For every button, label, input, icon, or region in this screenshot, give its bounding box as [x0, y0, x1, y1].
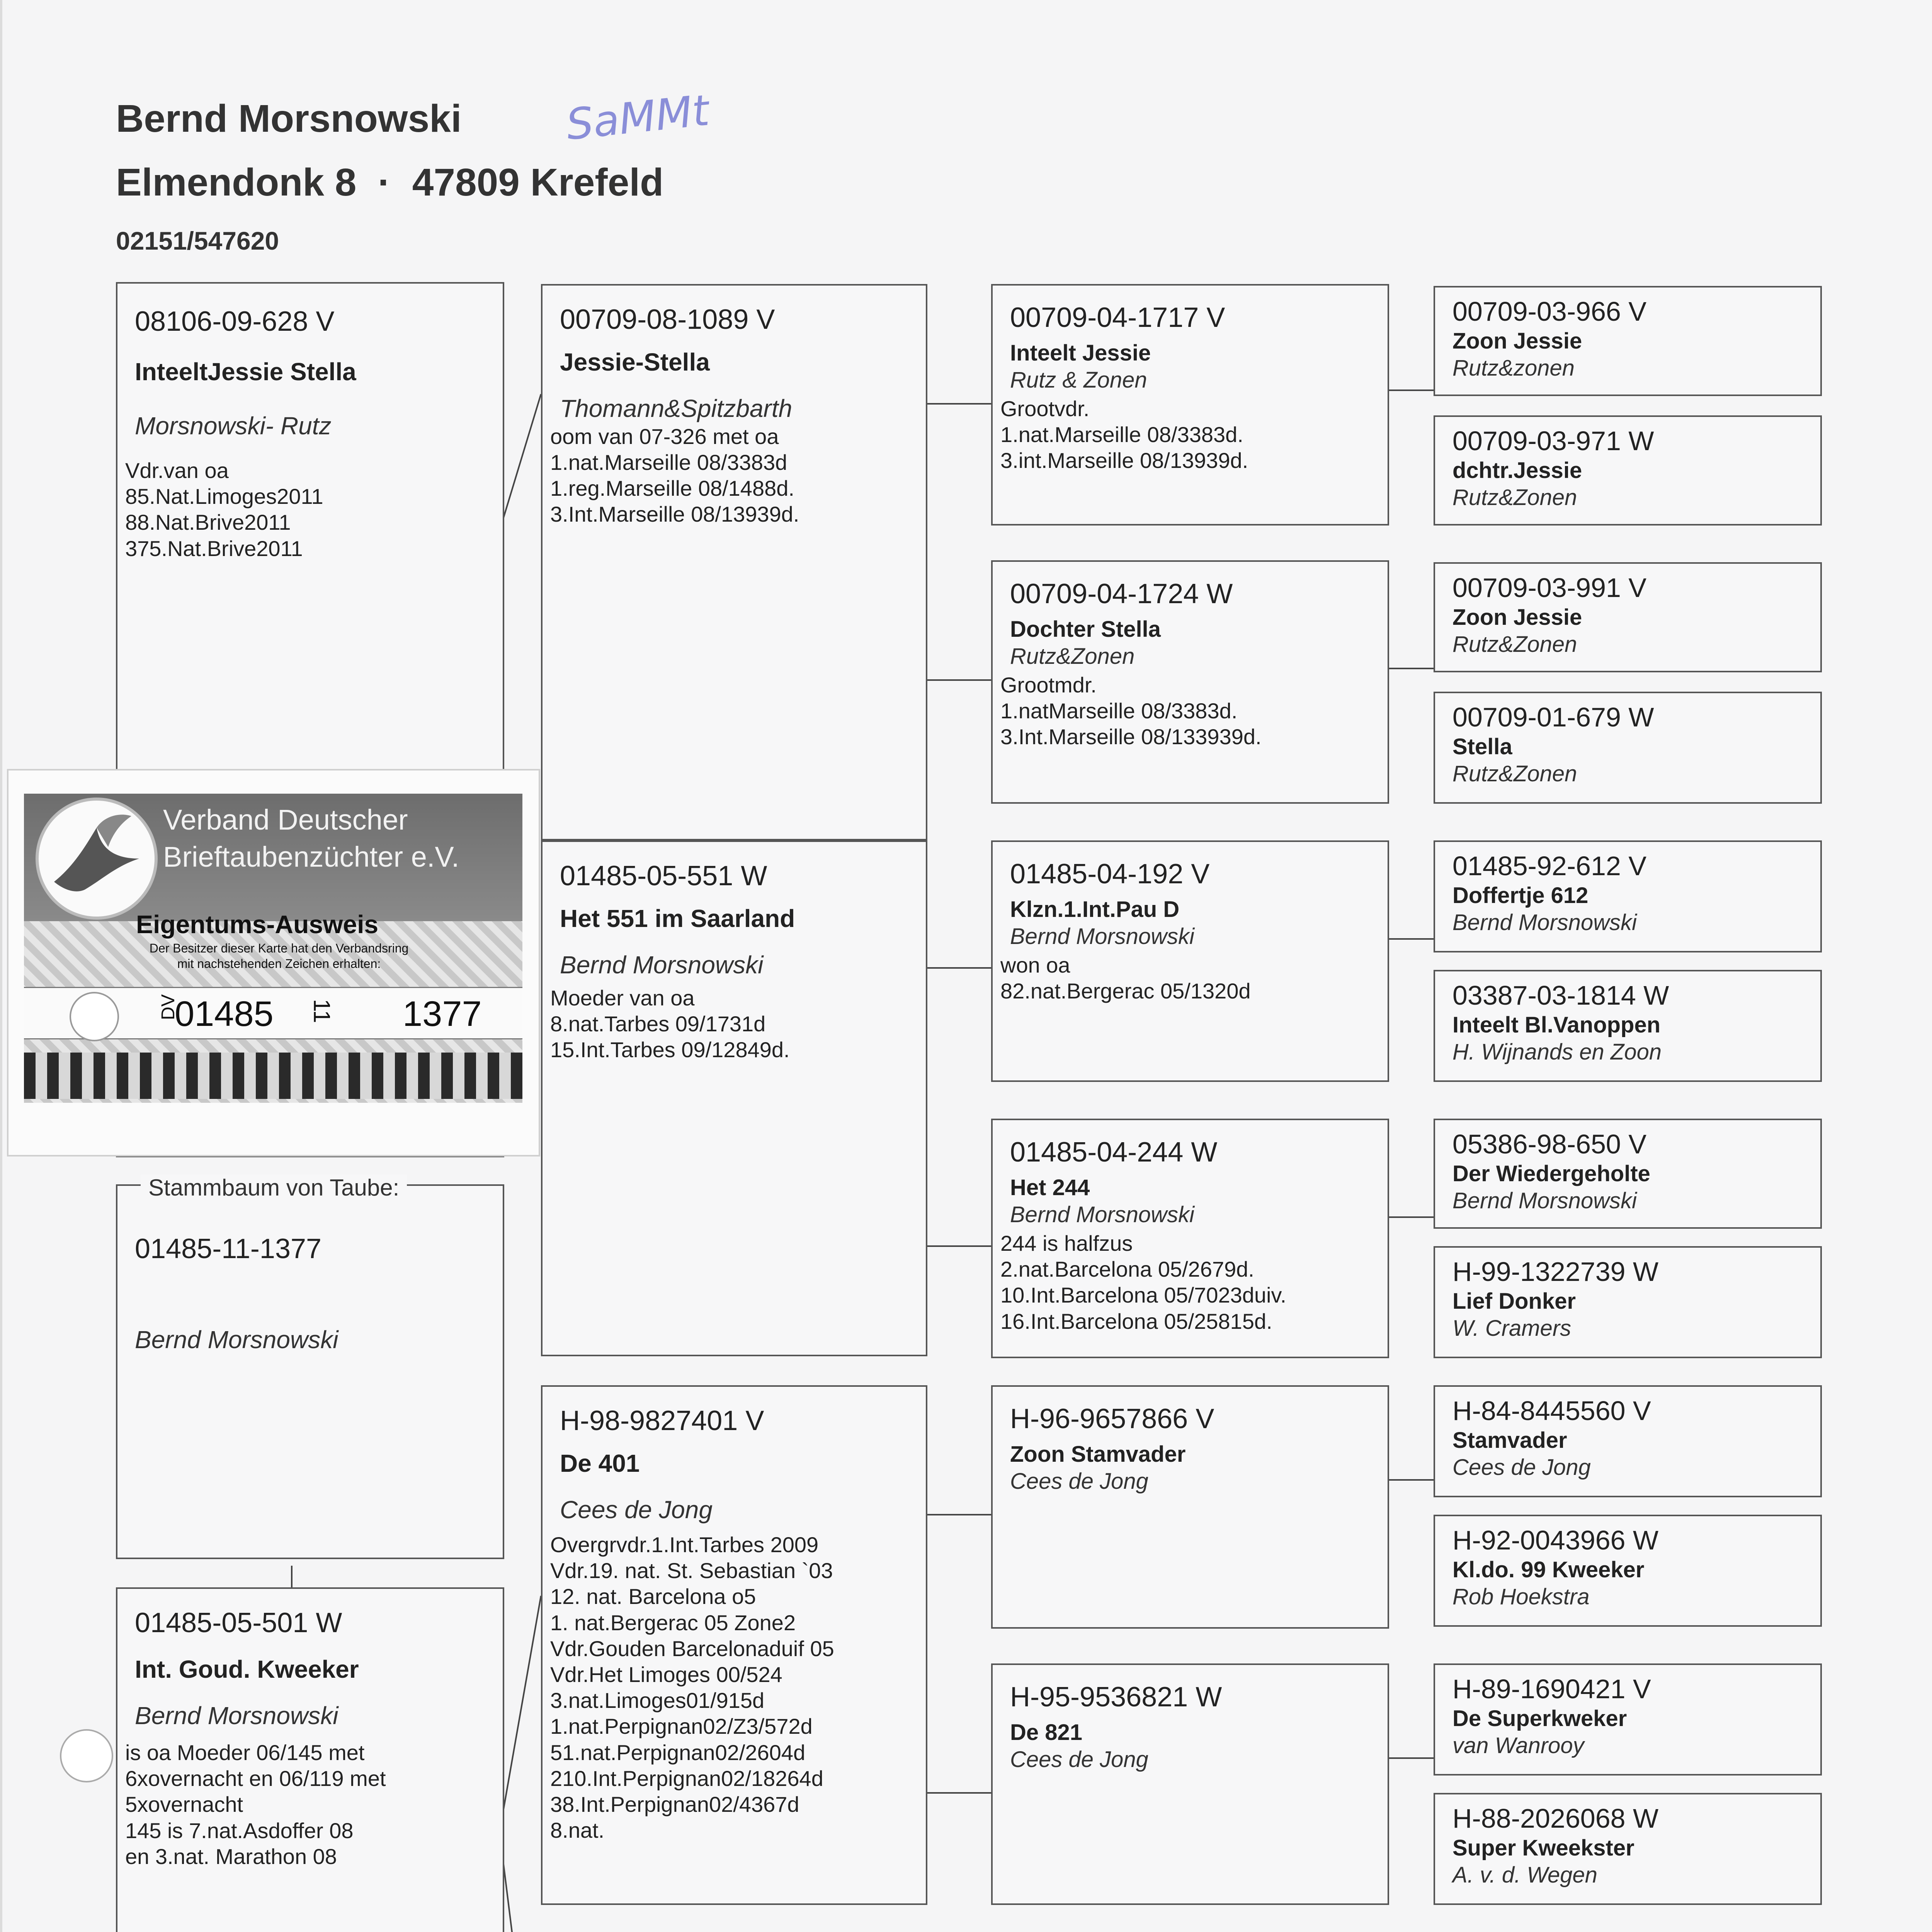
gen4-pigeon-box	[1434, 1385, 1822, 1497]
legend-caption: Stammbaum von Taube:	[141, 1174, 407, 1201]
gen4-name: Kl.do. 99 Kweeker	[1452, 1557, 1645, 1582]
gen2-breeder: Thomann&Spitzbarth	[560, 395, 793, 422]
gen4-name: Lief Donker	[1452, 1289, 1576, 1314]
gen4-ring-number: 05386-98-650 V	[1452, 1129, 1647, 1159]
gen3-result-line: 10.Int.Barcelona 05/7023duiv.	[1000, 1283, 1286, 1308]
gen3-result-line: 82.nat.Bergerac 05/1320d	[1000, 979, 1251, 1003]
gen2-result-line: 51.nat.Perpignan02/2604d	[550, 1740, 806, 1765]
gen4-pigeon-box	[1434, 1663, 1822, 1776]
gen4-pigeon-box	[1434, 1119, 1822, 1229]
gen2-result-line: 3.Int.Marseille 08/13939d.	[550, 502, 799, 527]
gen4-breeder: Rutz&Zonen	[1452, 761, 1577, 786]
gen3-ring-number: H-96-9657866 V	[1010, 1403, 1214, 1434]
gen3-name: Dochter Stella	[1010, 617, 1161, 642]
card-ring-number: 01485	[175, 994, 274, 1034]
gen3-breeder: Cees de Jong	[1010, 1747, 1148, 1772]
gen3-ring-number: 01485-04-192 V	[1010, 859, 1210, 889]
gen4-ring-number: 03387-03-1814 W	[1452, 980, 1669, 1010]
gen4-ring-number: H-84-8445560 V	[1452, 1396, 1651, 1426]
gen4-name: De Superkweker	[1452, 1706, 1627, 1731]
gen4-name: Stamvader	[1452, 1428, 1567, 1453]
gen2-name: Jessie-Stella	[560, 348, 710, 376]
gen3-ring-number: 00709-04-1717 V	[1010, 302, 1225, 333]
gen4-breeder: Rutz&Zonen	[1452, 485, 1577, 510]
gen2-result-line: 1. nat.Bergerac 05 Zone2	[550, 1610, 796, 1635]
gen3-breeder: Rutz & Zonen	[1010, 367, 1147, 393]
gen3-result-line: 1.nat.Marseille 08/3383d.	[1000, 422, 1243, 447]
gen2-result-line: Moeder van oa	[550, 986, 695, 1010]
gen4-pigeon-box	[1434, 840, 1822, 952]
ownership-card	[7, 769, 540, 1156]
owner-name: Bernd Morsnowski	[116, 97, 462, 140]
gen2-result-line: 38.Int.Perpignan02/4367d	[550, 1792, 799, 1816]
gen4-name: Der Wiedergeholte	[1452, 1161, 1650, 1186]
mother-breeder: Bernd Morsnowski	[135, 1702, 338, 1730]
mother-pigeon-box	[116, 1587, 504, 1932]
subject-name: InteeltJessie Stella	[135, 358, 356, 386]
gen3-pigeon-box	[991, 840, 1389, 1082]
gen4-pigeon-box	[1434, 562, 1822, 672]
gen3-pigeon-box	[991, 284, 1389, 526]
mother-result-line: 145 is 7.nat.Asdoffer 08	[125, 1818, 354, 1843]
gen4-name: Inteelt Bl.Vanoppen	[1452, 1012, 1661, 1037]
gen4-name: Zoon Jessie	[1452, 605, 1582, 630]
gen4-pigeon-box	[1434, 415, 1822, 526]
gen2-result-line: 8.nat.Tarbes 09/1731d	[550, 1012, 766, 1036]
gen4-ring-number: H-92-0043966 W	[1452, 1525, 1659, 1555]
stammbaum-legend-box	[116, 1175, 504, 1559]
binder-punch-hole	[60, 1729, 113, 1782]
gen3-name: Klzn.1.Int.Pau D	[1010, 897, 1180, 922]
gen2-result-line: 1.nat.Perpignan02/Z3/572d	[550, 1714, 813, 1739]
subject-result-line: Vdr.van oa	[125, 458, 229, 483]
gen4-breeder: Rob Hoekstra	[1452, 1584, 1590, 1609]
gen4-name: dchtr.Jessie	[1452, 458, 1582, 483]
card-note-line: mit nachstehenden Zeichen erhalten:	[177, 957, 381, 971]
gen2-result-line: Vdr.Gouden Barcelonaduif 05	[550, 1636, 834, 1661]
mother-result-line: en 3.nat. Marathon 08	[125, 1844, 337, 1869]
gen3-name: Zoon Stamvader	[1010, 1442, 1186, 1467]
card-year: 11	[309, 999, 335, 1023]
gen2-name: De 401	[560, 1449, 640, 1477]
gen3-breeder: Rutz&Zonen	[1010, 643, 1135, 669]
gen2-result-line: Vdr.19. nat. St. Sebastian `03	[550, 1558, 833, 1583]
card-title: Eigentums-Ausweis	[136, 910, 379, 939]
gen3-result-line: Grootvdr.	[1000, 396, 1090, 421]
gen2-pigeon-box	[541, 840, 927, 1356]
gen4-pigeon-box	[1434, 286, 1822, 396]
gen3-pigeon-box	[991, 1663, 1389, 1905]
mother-name: Int. Goud. Kweeker	[135, 1655, 359, 1683]
gen4-ring-number: 00709-03-991 V	[1452, 573, 1647, 603]
dove-icon	[36, 798, 158, 920]
subject-ring-number: 08106-09-628 V	[135, 306, 335, 337]
gen3-name: Het 244	[1010, 1175, 1090, 1200]
gen4-ring-number: H-88-2026068 W	[1452, 1803, 1659, 1833]
subject-breeder: Morsnowski- Rutz	[135, 412, 332, 440]
card-serial-number: 1377	[403, 994, 482, 1034]
gen3-result-line: Grootmdr.	[1000, 673, 1097, 697]
gen4-breeder: Cees de Jong	[1452, 1454, 1591, 1480]
gen2-breeder: Bernd Morsnowski	[560, 951, 764, 979]
gen3-ring-number: 01485-04-244 W	[1010, 1137, 1218, 1168]
gen4-ring-number: 01485-92-612 V	[1452, 851, 1647, 881]
card-note-line: Der Besitzer dieser Karte hat den Verbandsring	[149, 941, 409, 955]
gen3-breeder: Bernd Morsnowski	[1010, 923, 1195, 949]
gen3-result-line: 244 is halfzus	[1000, 1231, 1133, 1255]
gen4-ring-number: 00709-03-971 W	[1452, 426, 1654, 456]
gen3-breeder: Bernd Morsnowski	[1010, 1202, 1195, 1227]
gen4-pigeon-box	[1434, 692, 1822, 804]
gen3-pigeon-box	[991, 560, 1389, 804]
gen2-ring-number: 01485-05-551 W	[560, 861, 767, 891]
gen4-ring-number: 00709-03-966 V	[1452, 296, 1647, 327]
legend-breeder: Bernd Morsnowski	[135, 1326, 338, 1354]
gen4-breeder: Bernd Morsnowski	[1452, 910, 1637, 935]
gen3-result-line: 3.int.Marseille 08/13939d.	[1000, 448, 1248, 473]
gen3-result-line: 2.nat.Barcelona 05/2679d.	[1000, 1257, 1254, 1282]
gen4-breeder: van Wanrooy	[1452, 1733, 1584, 1758]
mother-result-line: 5xovernacht	[125, 1792, 243, 1817]
gen2-breeder: Cees de Jong	[560, 1496, 713, 1524]
gen2-result-line: 15.Int.Tarbes 09/12849d.	[550, 1037, 790, 1062]
gen4-breeder: Rutz&Zonen	[1452, 631, 1577, 657]
gen2-ring-number: H-98-9827401 V	[560, 1405, 764, 1436]
mother-result-line: 6xovernacht en 06/119 met	[125, 1766, 386, 1791]
gen2-pigeon-box	[541, 284, 927, 840]
card-org-line: Brieftaubenzüchter e.V.	[163, 841, 459, 873]
gen2-result-line: 8.nat.	[550, 1818, 605, 1843]
owner-phone: 02151/547620	[116, 226, 279, 255]
mother-result-line: is oa Moeder 06/145 met	[125, 1740, 365, 1765]
gen4-name: Stella	[1452, 734, 1512, 759]
gen3-pigeon-box	[991, 1119, 1389, 1358]
gen4-breeder: Rutz&zonen	[1452, 355, 1575, 381]
gen2-name: Het 551 im Saarland	[560, 905, 795, 932]
mother-ring-number: 01485-05-501 W	[135, 1607, 342, 1638]
gen4-ring-number: H-99-1322739 W	[1452, 1257, 1659, 1287]
gen3-ring-number: H-95-9536821 W	[1010, 1682, 1222, 1713]
gen4-ring-number: H-89-1690421 V	[1452, 1674, 1651, 1704]
gen4-breeder: H. Wijnands en Zoon	[1452, 1039, 1662, 1065]
gen2-pigeon-box	[541, 1385, 927, 1905]
subject-result-line: 85.Nat.Limoges2011	[125, 484, 323, 509]
gen4-ring-number: 00709-01-679 W	[1452, 702, 1654, 732]
gen4-name: Doffertje 612	[1452, 883, 1588, 908]
card-decorative-border	[24, 1053, 522, 1099]
gen2-result-line: Vdr.Het Limoges 00/524	[550, 1662, 782, 1687]
card-org-line: Verband Deutscher	[163, 804, 408, 836]
gen4-breeder: A. v. d. Wegen	[1452, 1862, 1598, 1888]
gen2-result-line: Overgrvdr.1.Int.Tarbes 2009	[550, 1532, 819, 1557]
gen4-name: Zoon Jessie	[1452, 328, 1582, 354]
gen2-ring-number: 00709-08-1089 V	[560, 304, 775, 335]
gen3-result-line: 16.Int.Barcelona 05/25815d.	[1000, 1309, 1272, 1333]
card-punch-hole	[70, 992, 119, 1041]
gen2-result-line: 1.nat.Marseille 08/3383d	[550, 450, 787, 474]
gen3-breeder: Cees de Jong	[1010, 1468, 1148, 1494]
gen2-result-line: 210.Int.Perpignan02/18264d	[550, 1766, 823, 1791]
gen3-result-line: won oa	[1000, 953, 1070, 977]
card-prefix: DV	[158, 994, 179, 1020]
subject-result-line: 375.Nat.Brive2011	[125, 536, 303, 561]
gen4-pigeon-box	[1434, 970, 1822, 1082]
gen3-name: Inteelt Jessie	[1010, 340, 1151, 366]
gen4-pigeon-box	[1434, 1793, 1822, 1905]
gen3-pigeon-box	[991, 1385, 1389, 1629]
gen3-name: De 821	[1010, 1720, 1083, 1745]
handwritten-signature: SaMMt	[564, 85, 711, 150]
gen3-result-line: 1.natMarseille 08/3383d.	[1000, 699, 1238, 723]
legend-ring-number: 01485-11-1377	[135, 1233, 322, 1264]
gen4-pigeon-box	[1434, 1515, 1822, 1627]
gen3-ring-number: 00709-04-1724 W	[1010, 578, 1233, 609]
gen4-pigeon-box	[1434, 1246, 1822, 1358]
gen2-result-line: oom van 07-326 met oa	[550, 424, 779, 449]
gen2-result-line: 12. nat. Barcelona o5	[550, 1584, 756, 1609]
owner-address: Elmendonk 8 · 47809 Krefeld	[116, 161, 664, 204]
gen2-result-line: 1.reg.Marseille 08/1488d.	[550, 476, 794, 501]
gen2-result-line: 3.nat.Limoges01/915d	[550, 1688, 765, 1713]
gen4-breeder: W. Cramers	[1452, 1315, 1571, 1341]
gen3-result-line: 3.Int.Marseille 08/133939d.	[1000, 724, 1262, 749]
gen4-breeder: Bernd Morsnowski	[1452, 1188, 1637, 1213]
subject-result-line: 88.Nat.Brive2011	[125, 510, 291, 535]
gen4-name: Super Kweekster	[1452, 1835, 1634, 1861]
